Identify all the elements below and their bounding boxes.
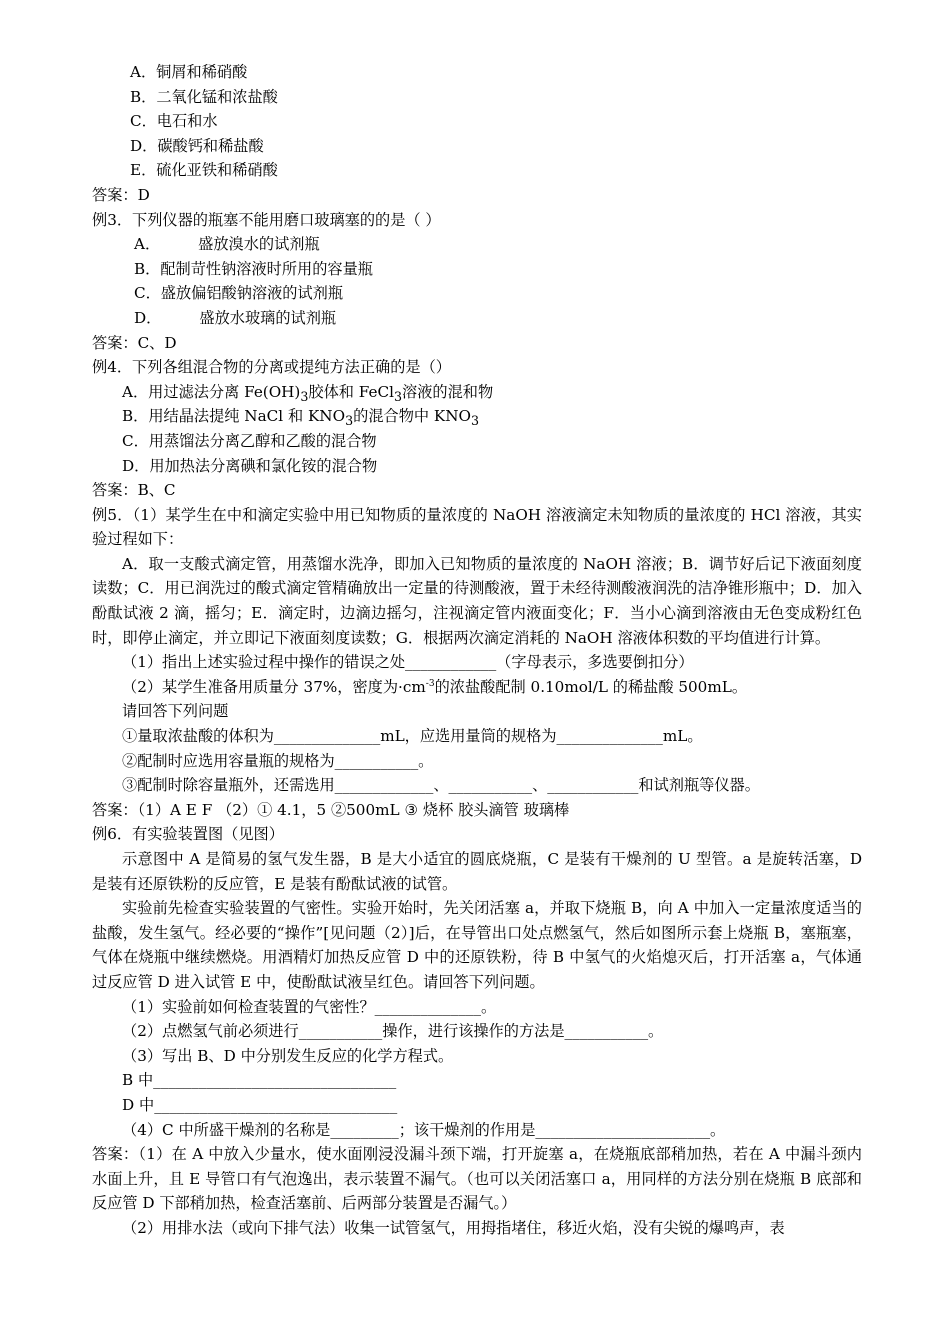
ex3-question: 例3．下列仪器的瓶塞不能用磨口玻璃塞的的是（ ） xyxy=(92,210,441,229)
ex4-option-a-sub2: 3 xyxy=(393,388,403,404)
ex3-option-a-text: 盛放溴水的试剂瓶 xyxy=(198,235,320,254)
ex3-option-a xyxy=(92,232,862,257)
ex2-answer: 答案：D xyxy=(92,185,150,204)
document-page xyxy=(92,60,862,1241)
ex5-q2 xyxy=(92,675,862,700)
ex3-option-d-text: 盛放水玻璃的试剂瓶 xyxy=(199,308,337,327)
ex3-answer: 答案：C、D xyxy=(92,333,177,352)
ex5-intro: 例5．（1）某学生在中和滴定实验中用已知物质的量浓度的 NaOH 溶液滴定未知物质的量浓度的 HCl 溶液，其实验过程如下： xyxy=(92,505,862,549)
ex4-answer: 答案：B、C xyxy=(92,481,176,500)
ex4-option-c: C．用蒸馏法分离乙醇和乙酸的混合物 xyxy=(122,431,377,450)
ex5-q2-prompt: 请回答下列问题 xyxy=(122,702,229,721)
ex2-option-b: B．二氧化锰和浓盐酸 xyxy=(130,87,278,106)
ex5-q1: （1）指出上述实验过程中操作的错误之处____________（字母表示，多选要倒扣分） xyxy=(122,653,694,672)
ex3-option-d-letter: D． xyxy=(134,308,162,327)
ex2-option-e: E．硫化亚铁和稀硝酸 xyxy=(130,161,278,180)
ex6-desc2: 实验前先检查实验装置的气密性。实验开始时，先关闭活塞 a，并取下烧瓶 B，向 A 中加入一定量浓度适当的盐酸，发生氢气。经必要的“操作”[见问题（2）]后，在导管出口处点燃氢气，然后如图所示套上烧瓶 B，塞瓶塞，气体在烧瓶中继续燃烧。用酒精灯加热反应管 D 中的还原铁粉，待 B 中氢气的火焰熄灭后，打开活塞 a，气体通过反应管 D 进入试管 E 中，使酚酞试液呈红色。请回答下列问题。 xyxy=(92,899,862,991)
ex6-answer-1: 答案：（1）在 A 中放入少量水，使水面刚浸没漏斗颈下端，打开旋塞 a，在烧瓶底部稍加热，若在 A 中漏斗颈内水面上升，且 E 导管口有气泡逸出，表示装置不漏气。（也可以关闭活塞口 a，用同样的方法分别在烧瓶 B 底部和反应管 D 下部稍加热，检查活塞前、后两部分装置是否漏气。） xyxy=(92,1145,862,1213)
ex4-option-b-part1: B．用结晶法提纯 NaCl 和 KNO xyxy=(122,407,346,426)
ex3-option-a-letter: A． xyxy=(134,235,161,254)
ex5-q2-sup: -3 xyxy=(425,678,435,689)
ex6-q2: （2）点燃氢气前必须进行___________操作，进行该操作的方法是___________。 xyxy=(122,1022,664,1041)
ex2-option-d: D．碳酸钙和稀盐酸 xyxy=(130,136,264,155)
ex6-q3-b: B 中________________________________ xyxy=(122,1071,397,1090)
ex4-option-b-sub2: 3 xyxy=(470,413,480,429)
ex6-desc1: 示意图中 A 是简易的氢气发生器，B 是大小适宜的圆底烧瓶，C 是装有干燥剂的 U 型管。a 是旋转活塞，D 是装有还原铁粉的反应管，E 是装有酚酞试液的试管。 xyxy=(92,850,862,893)
ex6-q1: （1）实验前如何检查装置的气密性？______________。 xyxy=(122,997,497,1016)
ex4-option-a-part3: 溶液的混和物 xyxy=(402,382,494,401)
ex6-q4: （4）C 中所盛干燥剂的名称是_________；该干燥剂的作用是_______________________。 xyxy=(122,1120,726,1139)
ex4-option-b xyxy=(92,404,862,429)
ex3-option-c: C．盛放偏铝酸钠溶液的试剂瓶 xyxy=(134,284,344,303)
ex4-option-b-sub: 3 xyxy=(345,413,354,429)
ex6-answer-2: （2）用排水法（或向下排气法）收集一试管氢气，用拇指堵住，移近火焰，没有尖锐的爆鸣声，表 xyxy=(122,1218,785,1237)
ex4-option-b-part2: 的混合物中 KNO xyxy=(353,407,471,426)
ex6-q3: （3）写出 B、D 中分别发生反应的化学方程式。 xyxy=(122,1046,454,1065)
ex4-question: 例4．下列各组混合物的分离或提纯方法正确的是（） xyxy=(92,358,451,377)
ex4-option-a-part1: A．用过滤法分离 Fe(OH) xyxy=(122,382,301,401)
ex6-title: 例6．有实验装置图（见图） xyxy=(92,825,284,844)
ex5-q2-part1: （2）某学生准备用质量分 37%，密度为·cm xyxy=(122,677,426,696)
ex2-option-c: C．电石和水 xyxy=(130,112,218,131)
ex5-q2-2: ②配制时应选用容量瓶的规格为___________。 xyxy=(122,751,434,770)
ex4-option-a-sub: 3 xyxy=(300,388,309,404)
ex3-option-b: B．配制苛性钠溶液时所用的容量瓶 xyxy=(134,259,373,278)
ex5-q2-1: ①量取浓盐酸的体积为______________mL，应选用量筒的规格为______________mL。 xyxy=(122,727,703,746)
ex4-option-a xyxy=(92,380,862,405)
ex5-q2-part2: 的浓盐酸配制 0.10mol/L 的稀盐酸 500mL。 xyxy=(434,677,748,696)
ex5-answer: 答案：（1）A E F （2）① 4.1，5 ②500mL ③ 烧杯 胶头滴管 玻璃棒 xyxy=(92,800,570,819)
ex6-q3-d: D 中________________________________ xyxy=(122,1095,398,1114)
ex5-q2-3: ③配制时除容量瓶外，还需选用_____________、___________、____________和试剂瓶等仪器。 xyxy=(122,776,760,795)
ex3-option-d xyxy=(92,306,862,331)
ex5-steps: A．取一支酸式滴定管，用蒸馏水洗净，即加入已知物质的量浓度的 NaOH 溶液；B．调节好后记下液面刻度读数；C．用已润洗过的酸式滴定管精确放出一定量的待测酸液，置于未经待测酸液润洗的洁净锥形瓶中；D．加入酚酞试液 2 滴，摇匀；E．滴定时，边滴边摇匀，注视滴定管内液面变化；F．当小心滴到溶液由无色变成粉红色时，即停止滴定，并立即记下液面刻度读数；G．根据两次滴定消耗的 NaOH 溶液体积数的平均值进行计算。 xyxy=(92,554,862,647)
ex4-option-a-part2: 胶体和 FeCl xyxy=(308,382,394,401)
ex2-option-a: A．铜屑和稀硝酸 xyxy=(130,63,248,81)
ex4-option-d: D．用加热法分离碘和氯化铵的混合物 xyxy=(122,456,378,475)
